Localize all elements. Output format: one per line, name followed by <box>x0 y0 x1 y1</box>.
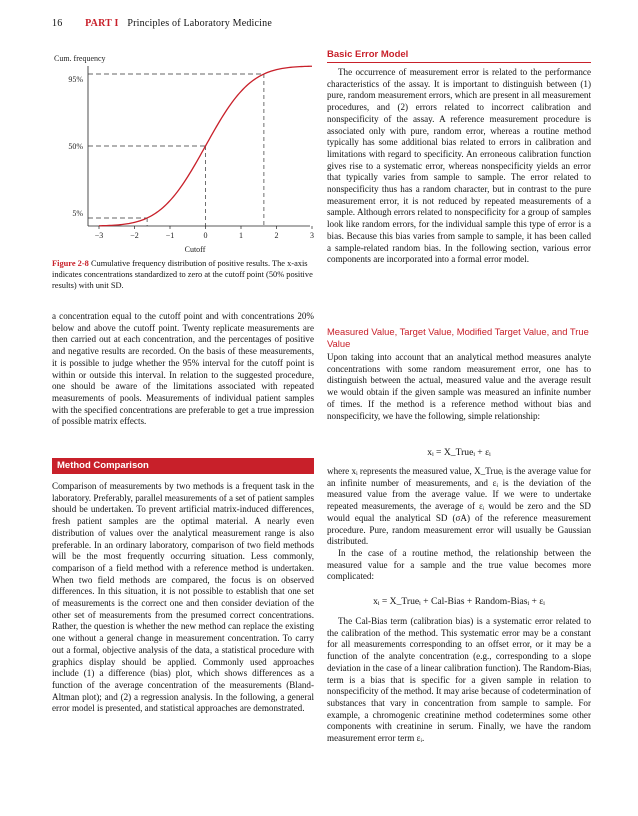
figure-xlabel: Cutoff <box>184 245 206 254</box>
x-tick-label: −2 <box>130 231 139 240</box>
part-title: Principles of Laboratory Medicine <box>127 18 272 29</box>
x-tick-label: 2 <box>274 231 279 240</box>
right-paragraph-1: The occurrence of measurement error is related to the performance characteristics of the assay. It is important to distinguish between (1) pure, random measurement errors, which are present in all measurement procedures, and (2) errors related to incorrect calibration and nonspecificity of the assay. A reference measurement procedure is associated only with pure, random error, whereas a routine method typically has some additional bias related to errors in calibration and limitations with regard to specificity. An erroneous calibration function gives rise to a systematic error, whereas nonspecificity yields an error that typically varies from sample to sample. The error related to nonspecificity thus has a random character, but in contrast to the pure measurement error, it is not reduced by repeated measurements of a sample. Although errors related to nonspecificity for a group of samples look like random errors, for the individual sample this type of error is a bias. Because this bias varies from sample to sample, it has been called a sample-related random bias. In the following section, various error components are incorporated into a formal error model. <box>327 67 591 265</box>
left-paragraph-2: Comparison of measurements by two methods is a frequent task in the laboratory. Preferably, parallel measurements of a set of patient samples should be undertaken. To prevent artificial matrix-induced differences, fresh patient samples are the optimal material. A nearly even distribution of values over the analytical measurement range is also preferable. In an ordinary laboratory, comparison of two field methods will be the most frequently occurring situation. Less commonly, comparison of a field method with a reference method is undertaken. When two field methods are compared, the focus is on observed differences. In this situation, it is not possible to establish that one set of measurements is the correct one and then consider deviation of the other set of measurements from the presumed correct concentrations. Rather, the question is whether the new method can replace the existing one without a general change in measurement concentration. To carry out a formal, objective analysis of the data, a statistical procedure with graphics display should be applied. Commonly used approaches include (1) a difference (bias) plot, which shows differences as a function of the average concentration of the measurements (Bland-Altman plot); and (2) a regression analysis. In the following, a general error model is presented, and statistical approaches are demonstrated. <box>52 481 314 714</box>
left-column-bottom <box>52 481 314 715</box>
equation-1: xᵢ = X_Trueᵢ + εᵢ <box>427 447 491 458</box>
figure-caption-text: Cumulative frequency distribution of positive results. The x-axis indicates concentrations standardized to zero at the cutoff point (50% positive results) with unit SD. <box>52 259 313 290</box>
cumulative-frequency-figure <box>52 48 314 258</box>
x-tick-label: −3 <box>94 231 104 240</box>
left-column-top <box>52 311 314 428</box>
x-tick-label: −1 <box>165 231 175 240</box>
y-tick-5: 5% <box>72 209 83 218</box>
page-number: 16 <box>52 18 63 29</box>
measured-value-subheading: Measured Value, Target Value, Modified Target Value, and True Value <box>327 326 589 349</box>
right-column-lower <box>327 466 591 583</box>
x-tick-label: 1 <box>239 231 243 240</box>
right-paragraph-2: Upon taking into account that an analytical method measures analyte concentrations with some random measurement error, one has to distinguish between the actual, measured value and the average result we would obtain if the given sample was measured an infinite number of times. If the method is a reference method without bias and nonspecificity, we have the following, simple relationship: <box>327 352 591 421</box>
right-paragraph-3: where xᵢ represents the measured value, X_Trueᵢ is the average value for an infinite number of measurements, and εᵢ is the deviation of the measured value from the average value. If we were to undertake repeated measurements, the average of εᵢ would be zero and the SD would equal the analytical SD (σA) of the reference measurement procedure. Pure, random measurement error will usually be Gaussian distributed. <box>327 466 591 547</box>
figure-caption-label: Figure 2-8 <box>52 259 89 268</box>
heading-rule <box>327 62 591 63</box>
method-comparison-heading: Method Comparison <box>52 458 314 474</box>
left-paragraph-1: a concentration equal to the cutoff point and with concentrations 20% below and above the cutoff point. Twenty replicate measurements are then carried out at each concentration, and the percentages of positive and negative results are recorded. On the basis of these measurements, it is possible to judge whether the 95% interval for the cutoff point is within or outside this interval. In relation to the suggested procedure, one should be aware of the limitations associated with repeated measurements of pools. Measurements of individual patient samples with the specified concentrations are preferable to get a true impression of possible matrix effects. <box>52 311 314 427</box>
figure-caption <box>52 258 314 291</box>
basic-error-model-heading: Basic Error Model <box>327 49 409 60</box>
right-column-top <box>327 67 591 266</box>
right-paragraph-5: The Cal-Bias term (calibration bias) is a systematic error related to the calibration of the method. This systematic error may be a constant for all measurements corresponding to an offset error, or it may be a function of the analyte concentration (e.g., corresponding to a slope deviation in the case of a linear calibration function). The Random-Biasᵢ term is a bias that is specific for a given sample in relation to nonspecificity of the method. It may arise because of codetermination of substances that vary in concentration from sample to sample. For example, a chromogenic creatinine method codetermines some other components with creatinine in serum. Finally, we have the random measurement error term εᵢ. <box>327 616 591 744</box>
y-tick-50: 50% <box>68 142 83 151</box>
y-tick-95: 95% <box>68 75 83 84</box>
x-tick-label: 0 <box>203 231 208 240</box>
right-paragraph-4: In the case of a routine method, the relationship between the measured value for a sample and the true value becomes more complicated: <box>327 547 591 582</box>
figure-ylabel: Cum. frequency <box>54 54 106 63</box>
right-column-bottom <box>327 616 591 745</box>
right-column-middle <box>327 352 591 422</box>
x-tick-label: 3 <box>310 231 314 240</box>
equation-2: xᵢ = X_Trueᵢ + Cal-Bias + Random-Biasᵢ + εᵢ <box>373 596 545 607</box>
part-label: PART I <box>85 18 119 29</box>
running-header <box>52 18 272 29</box>
